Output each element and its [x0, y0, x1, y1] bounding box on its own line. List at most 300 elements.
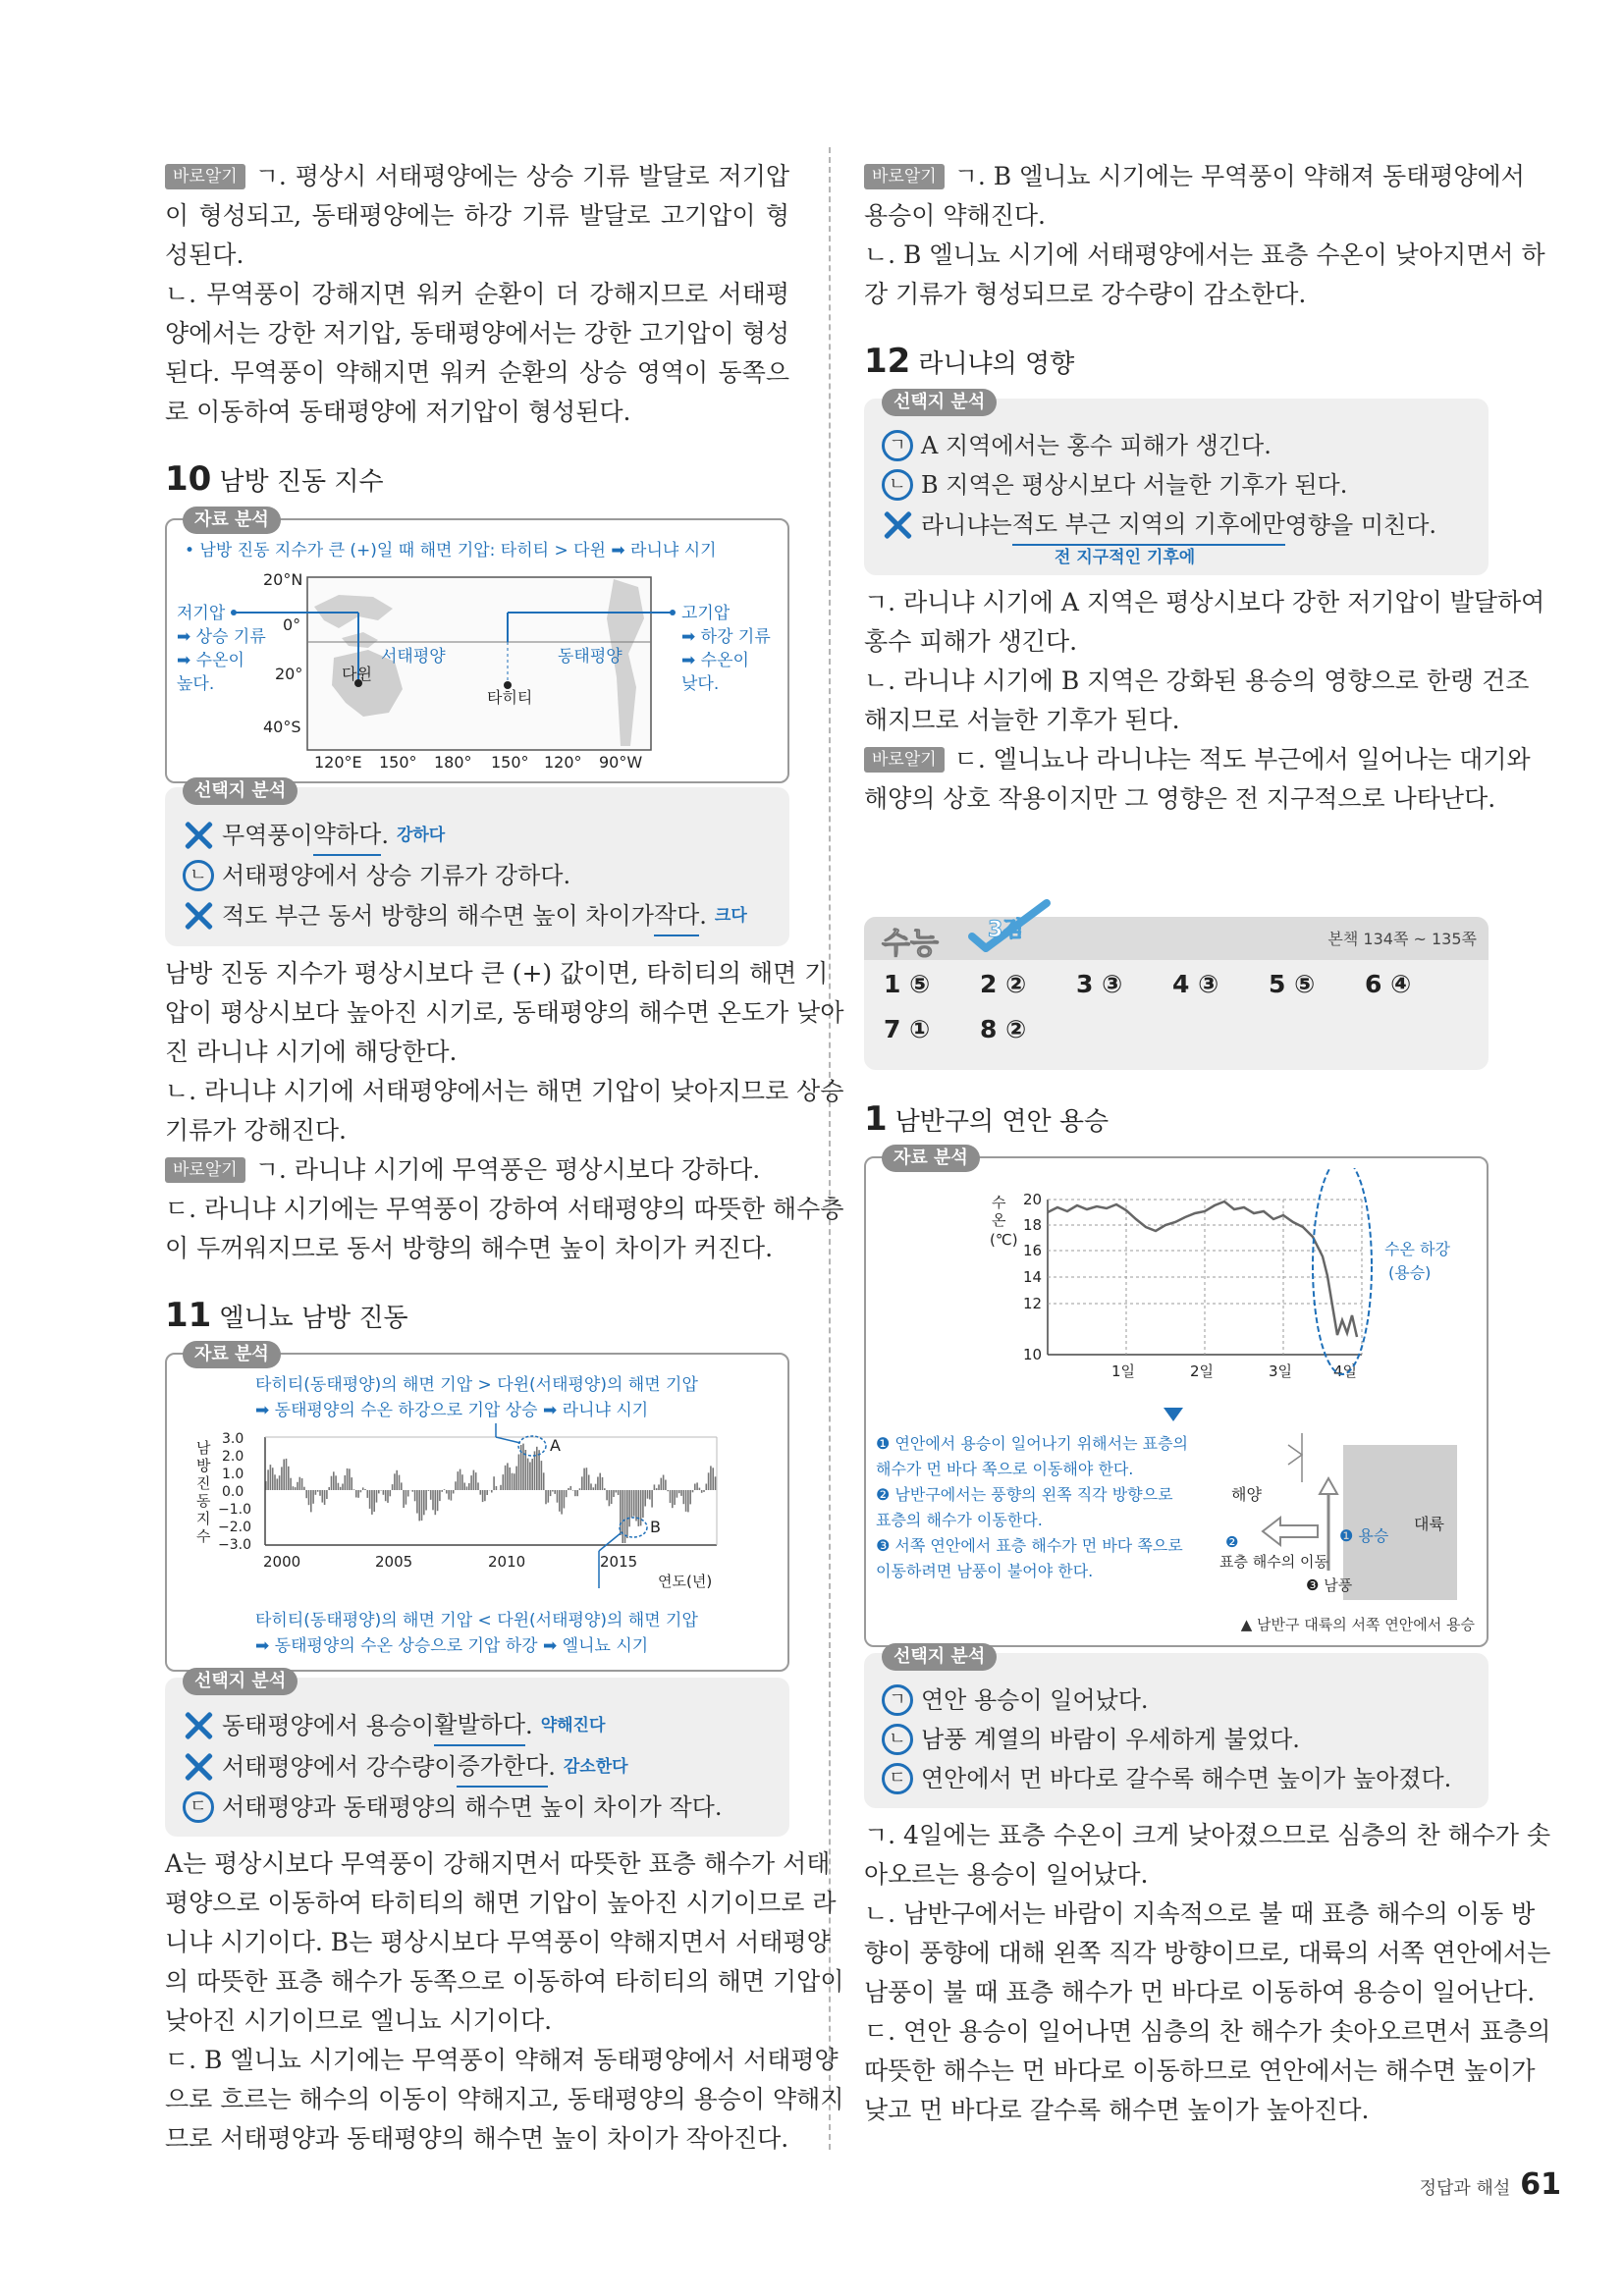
q11-choice-analysis [165, 1671, 789, 1837]
y-axis-label-char: 진 [196, 1474, 211, 1492]
y-axis-label-char: 수 [196, 1527, 211, 1545]
soi-bar [451, 1490, 453, 1501]
soi-bar [328, 1487, 330, 1490]
soi-bar [371, 1490, 373, 1515]
soi-bar [403, 1490, 405, 1508]
question-11-title: 11 엘니뇨 남방 진동 [165, 1296, 408, 1335]
transport-arrow [1263, 1518, 1318, 1545]
soi-bar [270, 1465, 272, 1490]
answer-item: 6 ④ [1365, 970, 1412, 998]
y-tick-label: 1.0 [222, 1467, 244, 1482]
soi-bar [611, 1490, 613, 1504]
soi-bar [588, 1475, 590, 1491]
soi-bar [387, 1490, 389, 1503]
lat-label: 0° [283, 615, 301, 634]
choice-row: ㄴ 서태평양에서 상승 기류가 강하다. [183, 856, 772, 895]
soi-bar [651, 1490, 653, 1508]
soi-bar [468, 1483, 470, 1490]
q10-note: • 남방 진동 지수가 큰 (+)일 때 해면 기압: 타히티 > 다윈 ➡ 라니냐 시기 [185, 541, 717, 561]
soi-bar [496, 1486, 498, 1490]
data-analysis-tag: 자료 분석 [882, 1145, 980, 1172]
mark-a-label: A [550, 1436, 561, 1455]
soi-bar [367, 1490, 369, 1498]
high-pressure-label: 고기압 [681, 604, 731, 623]
soi-bar [674, 1490, 676, 1505]
correct-mark-icon: ㄴ [882, 1724, 913, 1755]
soi-bar [638, 1490, 640, 1526]
y-axis-label-char: 방 [196, 1457, 211, 1474]
soi-bar [272, 1468, 274, 1490]
temperature-line [1048, 1201, 1357, 1337]
soi-bar [531, 1459, 533, 1490]
soi-bar [432, 1490, 434, 1510]
soi-bar [503, 1474, 505, 1490]
correct-mark-icon: ㄱ [882, 430, 913, 461]
soi-bar [340, 1487, 342, 1490]
soi-bar [338, 1483, 340, 1490]
choice-row: 서태평양에서 강수량이 증가한다 . 감소한다 [183, 1746, 772, 1788]
soi-bar [418, 1490, 420, 1521]
lat-label: 20°N [263, 570, 303, 589]
lon-label: 150° [491, 753, 529, 772]
soi-bar [626, 1490, 628, 1538]
soi-bar [396, 1470, 398, 1490]
high-pressure-label: ➡ 수온이 [681, 651, 749, 670]
circle-b [620, 1518, 647, 1537]
soi-bar [687, 1490, 689, 1512]
lon-label: 90°W [599, 753, 643, 772]
soi-bar [712, 1468, 714, 1490]
right-intro: 바로알기 ㄱ. B 엘니뇨 시기에는 무역풍이 약해져 동태평양에서 용승이 약해진다. ㄴ. B 엘니뇨 시기에 서태평양에서는 표층 수온이 낮아지면서 하 강 기류가 형성되므로 강수량이 감소한다. [864, 162, 1545, 308]
soi-bar [661, 1478, 663, 1490]
soi-bar [301, 1478, 303, 1490]
soi-bar [696, 1482, 698, 1490]
soi-bar [475, 1472, 477, 1490]
soi-bar [466, 1486, 468, 1490]
soi-bar [550, 1490, 552, 1496]
west-pacific-label: 서태평양 [381, 647, 446, 667]
soi-bar [364, 1489, 366, 1490]
soi-bar [376, 1490, 378, 1503]
soi-bar [441, 1490, 443, 1492]
soi-bar [362, 1487, 364, 1490]
soi-bar [663, 1475, 665, 1491]
soi-bar [706, 1484, 708, 1491]
soi-bar [583, 1468, 585, 1490]
soi-bar [390, 1490, 392, 1496]
soi-bars [265, 1444, 716, 1543]
callout-a-tail [496, 1437, 520, 1443]
soi-bar [534, 1451, 536, 1490]
soi-bar [353, 1489, 355, 1490]
choice-row: 적도 부근 동서 방향의 해수면 높이 차이가 작다 . 크다 [183, 895, 772, 936]
soi-bar [458, 1471, 460, 1490]
soi-bar [453, 1490, 455, 1494]
wrong-mark-icon [183, 1710, 214, 1741]
soi-bar [461, 1474, 463, 1490]
soi-bar [606, 1490, 608, 1500]
y-axis-label-char: 동 [196, 1492, 211, 1510]
y-tick-label: 3.0 [222, 1431, 244, 1447]
soi-bar [576, 1490, 578, 1496]
tahiti-label: 타히티 [487, 688, 533, 707]
soi-bar [579, 1488, 581, 1490]
x-tick-label: 2일 [1190, 1362, 1215, 1380]
y-tick-label: −1.0 [218, 1502, 251, 1518]
correct-mark-icon: ㄱ [882, 1684, 913, 1716]
x-tick-label: 3일 [1269, 1362, 1293, 1380]
soi-bar [586, 1468, 588, 1490]
q12-choice-analysis: 선택지 분석 ㄱ A 지역에서는 홍수 피해가 생긴다. ㄴ B 지역은 평상시보다 서늘한 기후가 된다. 라니냐는 적도 부근 지역의 기후에만 영향을 미친다. 전 지구적인 기후에 [864, 399, 1489, 575]
soi-bar [644, 1490, 646, 1507]
soi-bar [628, 1490, 630, 1526]
soi-bar [640, 1490, 642, 1525]
low-pressure-label: 저기압 [177, 604, 226, 623]
right-callout-dot [670, 610, 676, 615]
soi-bar [512, 1473, 514, 1490]
soi-bar [597, 1477, 599, 1491]
soi-bar [317, 1490, 319, 1492]
soi-bar [590, 1483, 592, 1490]
wrong-mark-icon [183, 900, 214, 932]
soi-bar [670, 1490, 672, 1503]
soi-bar [463, 1483, 465, 1491]
soi-bar [308, 1490, 310, 1505]
soi-bar [360, 1490, 362, 1492]
low-pressure-label: ➡ 수온이 [177, 651, 244, 670]
y-tick-label: 12 [1023, 1295, 1043, 1312]
soi-bar [430, 1490, 432, 1500]
transport-number: ❷ [1225, 1533, 1239, 1551]
page-range: 본책 134쪽 ~ 135쪽 [1327, 930, 1477, 948]
soi-bar [548, 1490, 550, 1503]
soi-bar [319, 1490, 321, 1496]
soi-bar [538, 1450, 540, 1490]
annotation-text: (용승) [1388, 1263, 1432, 1282]
high-pressure-label: ➡ 하강 기류 [681, 627, 771, 647]
soi-bar [631, 1490, 633, 1518]
soi-bar [423, 1490, 425, 1515]
answer-grid [884, 970, 1461, 1060]
soi-bar [505, 1466, 507, 1490]
soi-bar [522, 1444, 524, 1490]
soi-bar [444, 1489, 446, 1490]
soi-bar [331, 1476, 333, 1490]
soi-bar [593, 1487, 595, 1490]
barokki-badge: 바로알기 [864, 747, 945, 773]
soi-bar [710, 1466, 712, 1490]
x-tick-label: 2000 [263, 1553, 301, 1571]
soi-bar [685, 1490, 687, 1512]
wrong-mark-icon [183, 1751, 214, 1783]
y-axis-label-char: 지 [196, 1510, 211, 1527]
correct-mark-icon: ㄷ [183, 1791, 214, 1823]
soi-bar [326, 1490, 328, 1499]
soi-bar [694, 1484, 696, 1491]
soi-bar [518, 1455, 520, 1491]
page-footer: 정답과 해설 61 [1419, 2167, 1561, 2202]
y-tick-label: 2.0 [222, 1449, 244, 1465]
soi-bar [647, 1490, 649, 1499]
wrong-mark-icon [183, 820, 214, 851]
soi-bar [286, 1459, 288, 1490]
lat-label: 40°S [263, 718, 301, 736]
barokki-badge: 바로알기 [165, 1157, 245, 1183]
soi-bar [656, 1488, 658, 1490]
soi-bar [394, 1473, 396, 1490]
soi-bar [349, 1468, 351, 1490]
soi-bar [692, 1490, 694, 1492]
soi-bar [515, 1467, 517, 1490]
soi-bar [437, 1490, 439, 1511]
soi-bar [277, 1478, 279, 1490]
low-pressure-label: 높다. [177, 674, 215, 694]
soi-bar [299, 1477, 301, 1490]
soi-bar [554, 1490, 556, 1494]
choice-row: ㄷ 서태평양과 동태평양의 해수면 높이 차이가 작다. [183, 1788, 772, 1827]
soi-bar [525, 1450, 527, 1490]
soi-bar [616, 1490, 618, 1493]
barokki-badge: 바로알기 [864, 164, 945, 189]
question-12-title: 12 라니냐의 영향 [864, 342, 1075, 381]
soi-bar [529, 1463, 531, 1491]
low-pressure-label: ➡ 상승 기류 [177, 627, 266, 647]
y-axis-label-char: 온 [992, 1211, 1006, 1229]
lat-label: 20° [275, 665, 303, 683]
soi-bar [486, 1490, 488, 1495]
soi-bar [345, 1475, 347, 1490]
soi-bar [602, 1477, 604, 1490]
soi-bar [383, 1490, 385, 1495]
lon-label: 150° [379, 753, 417, 772]
y-tick-label: −2.0 [218, 1520, 251, 1535]
soi-bar [514, 1473, 515, 1490]
q10-data-panel [165, 509, 789, 783]
soi-bar [689, 1490, 691, 1504]
choice-row: 라니냐는 적도 부근 지역의 기후에만 영향을 미친다. [882, 505, 1471, 546]
soi-bar [581, 1476, 583, 1490]
q10-choice-analysis [165, 780, 789, 946]
three-point-badge-icon [966, 897, 1053, 952]
x-tick-label: 2005 [375, 1553, 413, 1571]
soi-bar [335, 1475, 337, 1490]
answer-item: 1 ⑤ [884, 970, 931, 998]
y-tick-label: 14 [1023, 1268, 1043, 1286]
soi-bar [322, 1490, 324, 1503]
choice-row: ㄴ 남풍 계열의 바람이 우세하게 불었다. [882, 1720, 1471, 1759]
soi-bar [401, 1482, 403, 1490]
suneung-label: 수능 [882, 927, 939, 961]
lon-label: 180° [434, 753, 472, 772]
y-axis-label-char: (℃) [990, 1231, 1018, 1249]
soi-bar [509, 1468, 511, 1490]
soi-bar [406, 1490, 407, 1505]
water-temperature-chart [866, 1168, 1487, 1404]
soi-bar [448, 1490, 450, 1500]
answer-item: 8 ② [980, 1015, 1027, 1043]
soi-bar [703, 1490, 705, 1492]
answer-item: 5 ⑤ [1269, 970, 1316, 998]
soi-bar [715, 1476, 717, 1490]
soi-bar [604, 1488, 606, 1490]
soi-bar [599, 1473, 601, 1490]
y-axis-label-char: 남 [196, 1439, 211, 1457]
left-callout-dot [231, 610, 237, 615]
soi-bar [493, 1476, 495, 1490]
soi-bar [622, 1490, 623, 1543]
soi-bar [708, 1472, 710, 1490]
soi-bar [672, 1490, 674, 1508]
y-tick-label: 20 [1023, 1191, 1043, 1208]
soi-bar [315, 1490, 317, 1495]
soi-bar [484, 1490, 486, 1501]
soi-bar [295, 1487, 297, 1490]
soi-bar [482, 1490, 484, 1502]
soi-bar [392, 1484, 394, 1490]
soi-bar [480, 1490, 482, 1495]
data-analysis-tag: 자료 분석 [183, 507, 281, 534]
x-tick-label: 2015 [600, 1553, 638, 1571]
soi-bar [635, 1490, 637, 1522]
q11-explanation: A는 평상시보다 무역풍이 강해지면서 따뜻한 표층 해수가 서태 평양으로 이동하여 타히티의 해면 기압이 높아진 시기이므로 라 니냐 시기이다. B는 평상시보다 무역풍이 약해지면서 서태평양 의 따뜻한 표층 해수가 동쪽으로 이동하여 타히티의 해면 기압이 낮아진 시기이므로 엘니뇨 시기이다. ㄷ. B 엘니뇨 시기에는 무역풍이 약해져 동태평양에서 서태평양 으로 흐르는 해수의 이동이 약해지고, 동태평양의 용승이 약해지 므로 서태평양과 동태평양의 해수면 높이 차이가 작아진다. [165, 1849, 844, 2153]
soi-bar [701, 1490, 703, 1493]
soi-bar [385, 1490, 387, 1501]
soi-bar [305, 1490, 307, 1498]
soi-bar [677, 1490, 678, 1498]
soi-bar [572, 1490, 574, 1491]
callout-b-line [599, 1533, 621, 1551]
soi-bar [678, 1490, 680, 1493]
x-tick-label: 2010 [488, 1553, 526, 1571]
correct-mark-icon: ㄴ [183, 860, 214, 891]
soi-bar [455, 1481, 457, 1490]
soi-bar [412, 1490, 414, 1492]
soi-bar [342, 1484, 344, 1491]
soi-bar [333, 1471, 335, 1490]
soi-bar [416, 1490, 418, 1514]
soi-bar [380, 1490, 382, 1491]
soi-bar [633, 1490, 635, 1517]
soi-bar [267, 1469, 269, 1490]
soi-bar [649, 1490, 651, 1500]
soi-bar [281, 1467, 283, 1490]
data-analysis-tag: 자료 분석 [183, 1341, 281, 1368]
soi-bar [460, 1469, 461, 1490]
y-tick-label: 10 [1023, 1346, 1043, 1363]
q10-explanation: 남방 진동 지수가 평상시보다 큰 (+) 값이면, 타히티의 해면 기 압이 평상시보다 높아진 시기로, 동태평양의 해수면 온도가 낮아 진 라니냐 시기에 해당한다. ㄴ. 라니냐 시기에 서태평양에서는 해면 기압이 낮아지므로 상승 기류가 강해진다. 바로알기 ㄱ. 라니냐 시기에 무역풍은 평상시보다 강하다. ㄷ. 라니냐 시기에는 무역풍이 강하여 서태평양의 따뜻한 해수층 이 두꺼워지므로 동서 방향의 해수면 높이 차이가 커진다. [165, 959, 844, 1262]
soi-bar [618, 1490, 620, 1495]
ocean-label: 해양 [1231, 1485, 1262, 1504]
choice-analysis-tag: 선택지 분석 [183, 777, 298, 805]
answer-item: 3 ③ [1076, 970, 1123, 998]
soi-bar [609, 1490, 611, 1506]
high-pressure-label: 낮다. [681, 674, 720, 694]
soi-bar [570, 1486, 572, 1490]
x-tick-label: 1일 [1111, 1362, 1136, 1380]
soi-bar [435, 1490, 437, 1515]
choice-row: ㄱ 연안 용승이 일어났다. [882, 1681, 1471, 1720]
soi-bar [378, 1490, 380, 1493]
soi-bar [414, 1490, 416, 1501]
wrong-mark-icon [882, 509, 913, 541]
soi-bar [303, 1487, 305, 1490]
choice-analysis-tag: 선택지 분석 [882, 1643, 997, 1671]
q11-data-panel: 자료 분석 타히티(동태평양)의 해면 기압 > 다윈(서태평양)의 해면 기압 ➡ 동태평양의 수온 하강으로 기압 상승 ➡ 라니냐 시기 남 방 진 동 지 수 3.0 2.0 1.0 0.0 −1.0 −2.0 −3.0 2000 2005 2010 2015 연도(년) A B 타히티(동태평양)의 해면 기압 < 다윈(서태평양)의 해면 기압 ➡ 동태평양의 수온 상승으로 기압 하강 ➡ 엘니뇨 시기 [165, 1353, 789, 1672]
soi-bar [399, 1475, 401, 1490]
soi-bar [561, 1490, 563, 1515]
soi-bar [439, 1490, 441, 1501]
wind-label: ❸ 남풍 [1306, 1576, 1353, 1594]
q1-data-panel [864, 1148, 1489, 1647]
soi-bar [373, 1490, 375, 1512]
soi-bar [564, 1490, 566, 1509]
intro-paragraph-2: ㄴ. 무역풍이 강해지면 워커 순환이 더 강해지므로 서태평양에서는 강한 저기압, 동태평양에서는 강한 고기압이 형성된다. 무역풍이 약해지면 워커 순환의 상승 영역이 동쪽으로 이동하여 동태평양에 저기압이 형성된다. [165, 280, 789, 426]
soi-bar [351, 1477, 352, 1490]
soi-bar [310, 1490, 312, 1512]
soi-bar [369, 1490, 371, 1509]
soi-bar [470, 1475, 472, 1490]
lon-label: 120° [544, 753, 582, 772]
right-column [864, 157, 1551, 2130]
mark-b-label: B [650, 1518, 661, 1536]
soi-bar [283, 1460, 285, 1491]
soi-bar [541, 1461, 543, 1490]
choice-row: ㄷ 연안에서 먼 바다로 갈수록 해수면 높이가 높아졌다. [882, 1759, 1471, 1798]
soi-bar [407, 1490, 409, 1497]
soi-bar [595, 1484, 597, 1490]
answer-key-box [864, 917, 1489, 1070]
x-tick-label: 4일 [1333, 1362, 1358, 1380]
question-1-title: 1 남반구의 연안 용승 [864, 1099, 1110, 1139]
soi-bar [536, 1447, 538, 1490]
soi-bar [568, 1488, 569, 1490]
transport-label: 표층 해수의 이동 [1219, 1553, 1328, 1571]
soi-bar [559, 1490, 561, 1512]
soi-bar [680, 1490, 682, 1496]
soi-bar [574, 1490, 576, 1496]
answer-item: 2 ② [980, 970, 1027, 998]
intro-paragraph-1: 바로알기 ㄱ. 평상시 서태평양에는 상승 기류 발달로 저기압이 형성되고, 동태평양에는 하강 기류 발달로 고기압이 형성된다. [165, 162, 789, 269]
barokki-badge: 바로알기 [165, 164, 245, 189]
y-axis-label-char: 수 [992, 1194, 1006, 1211]
lon-label: 120°E [314, 753, 362, 772]
y-tick-label: 0.0 [222, 1484, 244, 1500]
annotation-text: 수온 하강 [1384, 1240, 1450, 1258]
pacific-map [167, 560, 787, 775]
soi-bar [658, 1484, 660, 1490]
soi-bar [507, 1463, 509, 1490]
soi-bar [557, 1490, 559, 1503]
svg-text:3점: 3점 [988, 918, 1024, 942]
question-10-title: 10 남방 진동 지수 [165, 459, 384, 499]
soi-bar [293, 1486, 295, 1490]
soi-bar [683, 1490, 685, 1504]
soi-bar [500, 1485, 502, 1490]
soi-bar [477, 1482, 479, 1490]
down-arrow-icon [1164, 1408, 1183, 1421]
correct-mark-icon: ㄴ [882, 469, 913, 501]
soi-bar [665, 1480, 667, 1491]
soi-bar [355, 1490, 357, 1498]
upwelling-label: ❶ 용승 [1339, 1526, 1389, 1545]
left-column [165, 157, 844, 2159]
soi-bar [274, 1474, 276, 1490]
land-label: 대륙 [1414, 1515, 1444, 1533]
choice-analysis-tag: 선택지 분석 [882, 389, 997, 416]
x-axis-label: 연도(년) [658, 1573, 713, 1590]
soi-bar [552, 1490, 554, 1492]
q1-explanation: ㄱ. 4일에는 표층 수온이 크게 낮아졌으므로 심층의 찬 해수가 솟 아오르는 용승이 일어났다. ㄴ. 남반구에서는 바람이 지속적으로 불 때 표층 해수의 이동 방 향이 풍향에 대해 왼쪽 직각 방향이므로, 대륙의 서쪽 연안에서는 남풍이 불 때 표층 해수가 먼 바다로 이동하여 용승이 일어난다. ㄷ. 연안 용승이 일어나면 심층의 찬 해수가 솟아오르면서 표층의 따뜻한 해수는 먼 바다로 이동하므로 연안에서는 해수면 높이가 낮고 먼 바다로 갈수록 해수면 높이가 높아진다. [864, 1821, 1551, 2124]
